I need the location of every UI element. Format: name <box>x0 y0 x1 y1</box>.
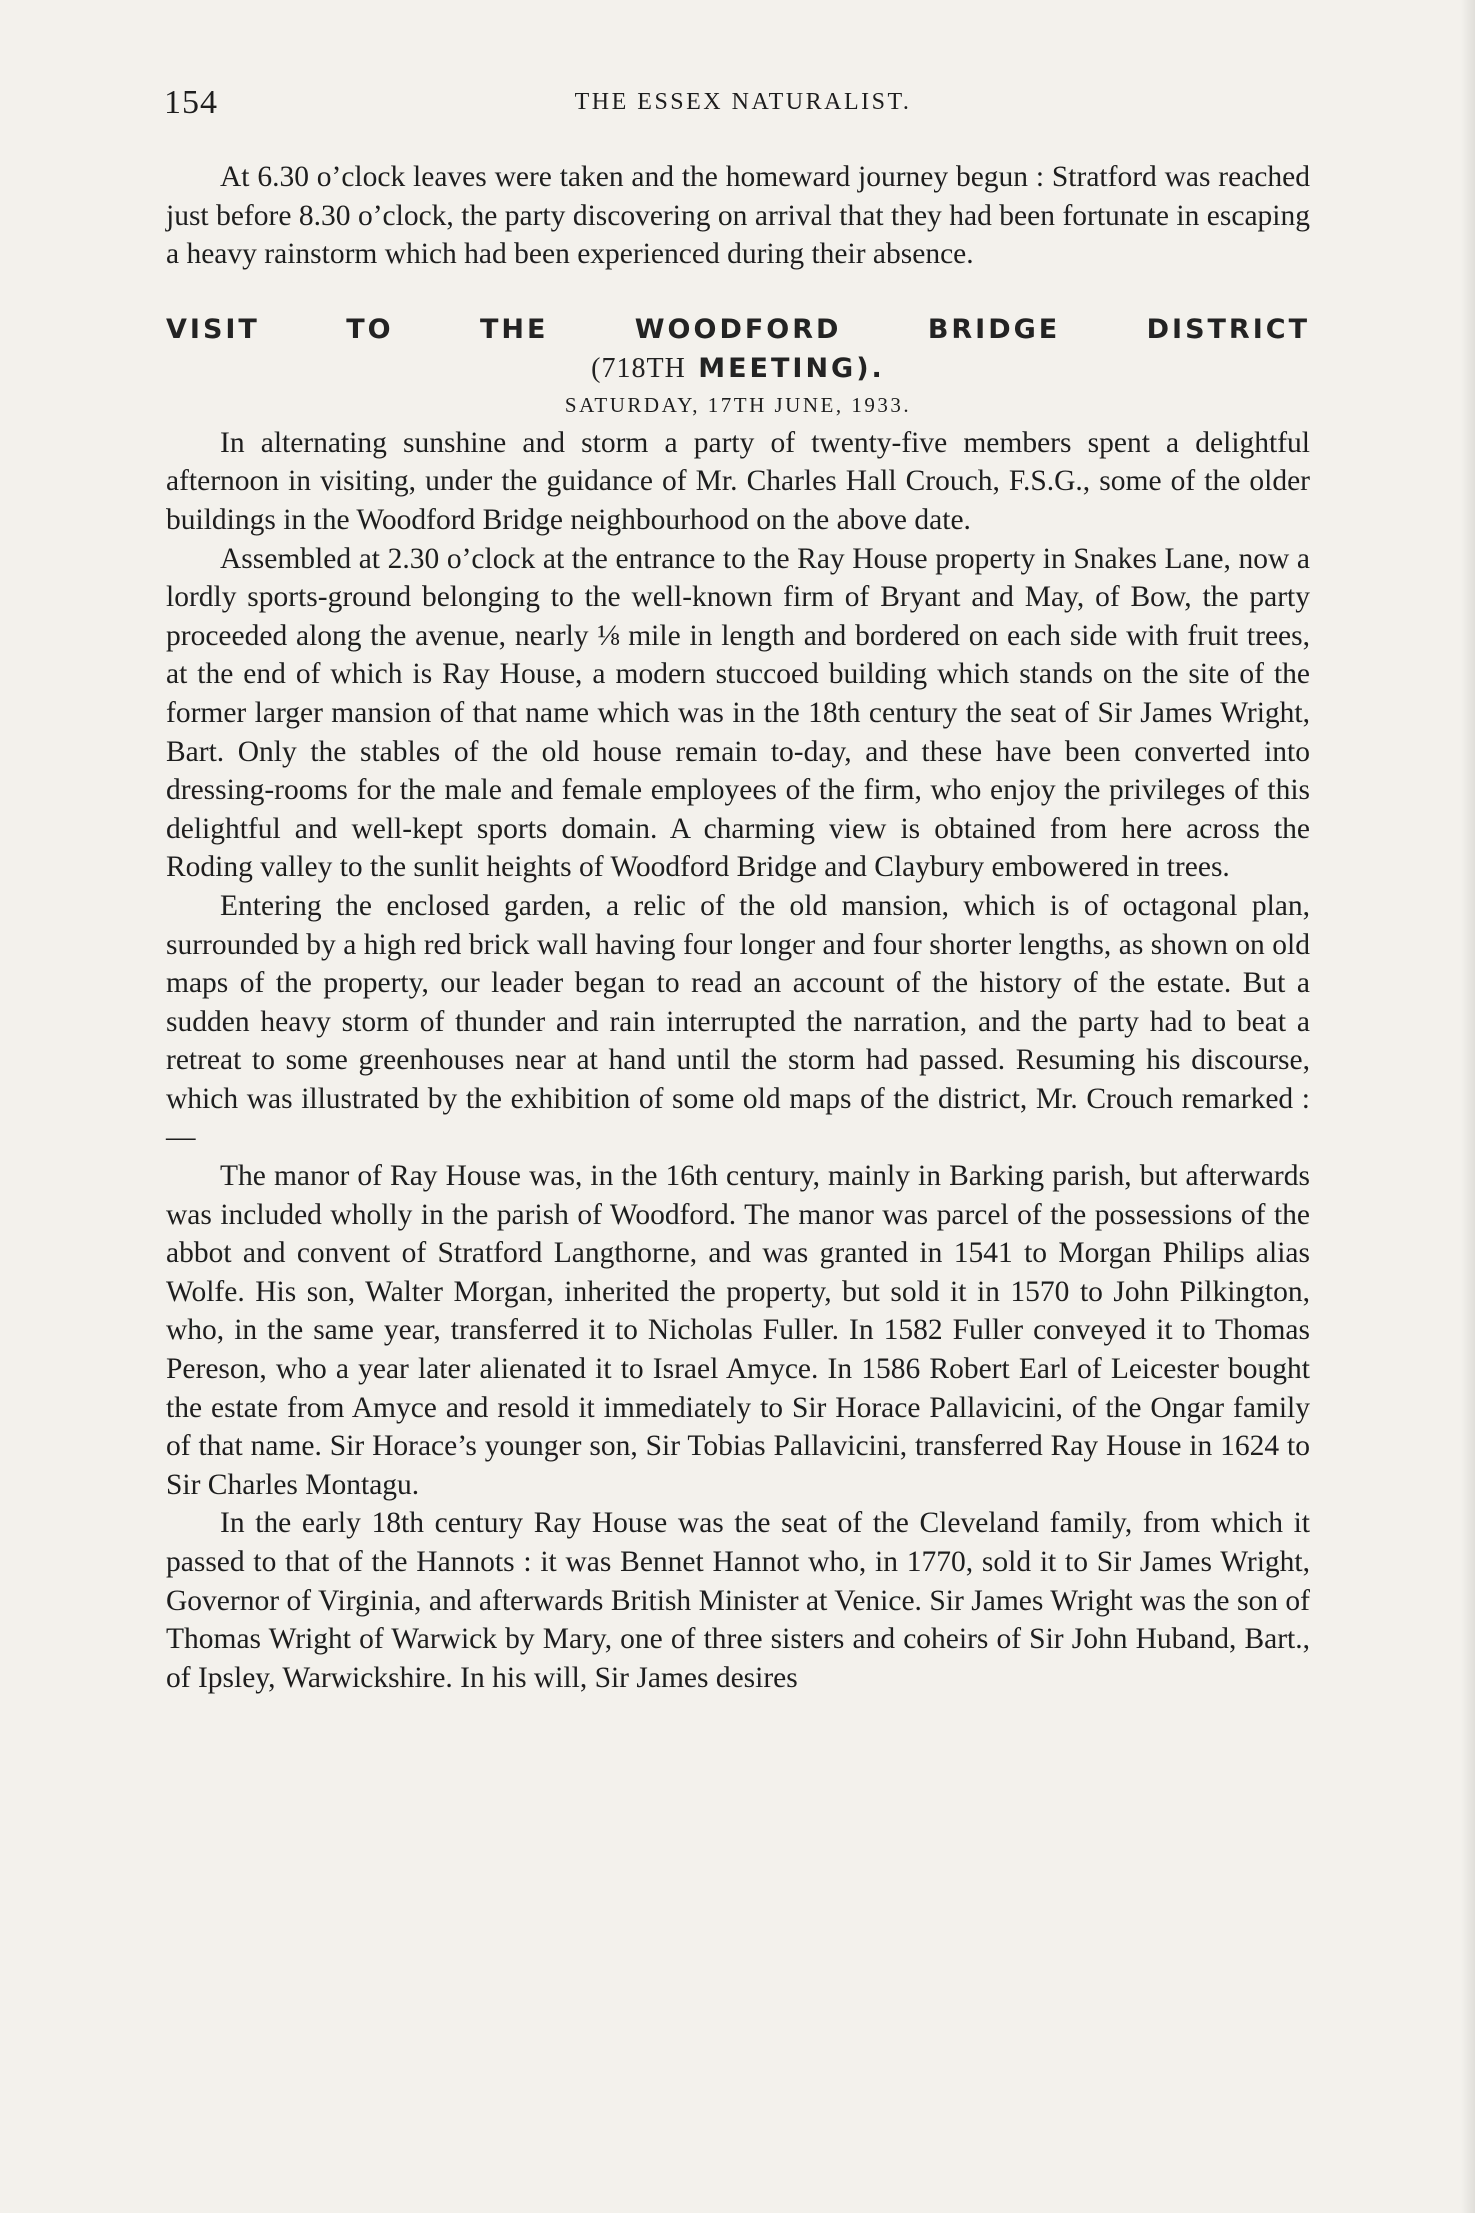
meeting-label: MEETING). <box>698 352 885 384</box>
journal-title: THE ESSEX NATURALIST. <box>574 89 912 115</box>
meeting-number: (718TH <box>591 352 686 384</box>
page-number: 154 <box>164 84 218 121</box>
body-paragraph-5: In the early 18th century Ray House was the seat of the Cleveland family, from which it passed to that of the Hannots : it was Bennet Hannot who, in 1770, sold it to Sir James Wright, Governor of Virginia, and afterwards British Minister at Venice. Sir James Wright was the son of Thomas Wright of Warwick by Mary, one of three sisters and coheirs of Sir John Huband, Bart., of Ipsley, Warwickshire. In his will, Sir James desires <box>166 1507 1310 1694</box>
section-heading: VISIT TO THE WOODFORD BRIDGE DISTRICT <box>166 313 1310 345</box>
intro-paragraph: At 6.30 o’clock leaves were taken and the homeward journey begun : Stratford was reached just before 8.30 o’clock, the party discovering on arrival that they had been fortunate in escaping a heavy rainstorm which had been experienced during their absence. <box>166 161 1310 271</box>
page-edge-shadow <box>1461 0 1475 2213</box>
page-body <box>166 158 1310 1697</box>
body-paragraph-2: Assembled at 2.30 o’clock at the entrance to the Ray House property in Snakes Lane, now a lordly sports-ground belonging to the well-known firm of Bryant and May, of Bow, the party proceeded along the avenue, nearly ⅛ mile in length and bordered on each side with fruit trees, at the end of which is Ray House, a modern stuccoed building which stands on the site of the former larger mansion of that name which was in the 18th century the seat of Sir James Wright, Bart. Only the stables of the old house remain to-day, and these have been converted into dressing-rooms for the male and female employees of the firm, who enjoy the privileges of this delightful and well-kept sports domain. A charming view is obtained from here across the Roding valley to the sunlit heights of Woodford Bridge and Claybury embowered in trees. <box>166 542 1310 884</box>
section-subheading <box>166 353 1310 385</box>
body-paragraph-3: Entering the enclosed garden, a relic of the old mansion, which is of octagonal plan, surrounded by a high red brick wall having four longer and four shorter lengths, as shown on old maps of the property, our leader began to read an account of the history of the estate. But a sudden heavy storm of thunder and rain interrupted the narration, and the party had to beat a retreat to some greenhouses near at hand until the storm had passed. Resuming his discourse, which was illustrated by the exhibition of some old maps of the district, Mr. Crouch remarked :— <box>166 889 1310 1154</box>
running-head <box>164 84 1312 124</box>
body-paragraph-1: In alternating sunshine and storm a party of twenty-five members spent a delightful afternoon in visiting, under the guidance of Mr. Charles Hall Crouch, F.S.G., some of the older buildings in the Woodford Bridge neighbourhood on the above date. <box>166 426 1310 536</box>
meeting-date: SATURDAY, 17TH JUNE, 1933. <box>564 392 912 417</box>
body-paragraph-4: The manor of Ray House was, in the 16th century, mainly in Barking parish, but afterwards was included wholly in the parish of Woodford. The manor was parcel of the possessions of the abbot and convent of Stratford Langthorne, and was granted in 1541 to Morgan Philips alias Wolfe. His son, Walter Morgan, inherited the property, but sold it in 1570 to John Pilkington, who, in the same year, transferred it to Nicholas Fuller. In 1582 Fuller conveyed it to Thomas Pereson, who a year later alienated it to Israel Amyce. In 1586 Robert Earl of Leicester bought the estate from Amyce and resold it immediately to Sir Horace Pallavicini, of the Ongar family of that name. Sir Horace’s younger son, Sir Tobias Pallavicini, transferred Ray House in 1624 to Sir Charles Montagu. <box>166 1160 1310 1501</box>
